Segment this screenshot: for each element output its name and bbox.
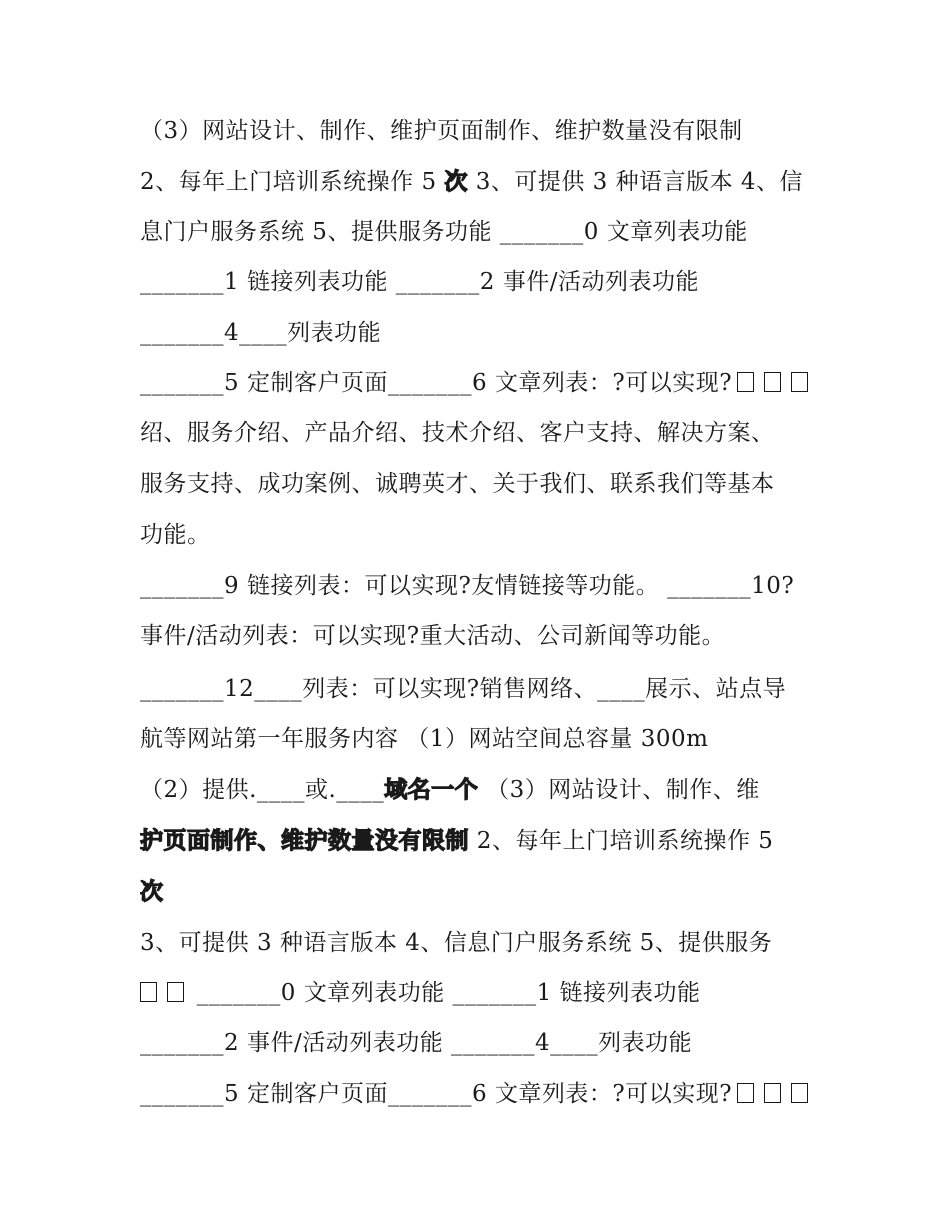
text-line-5 xyxy=(140,318,830,348)
text-line-3 xyxy=(140,217,830,247)
text-line-19 xyxy=(140,1028,830,1058)
text-line-10 xyxy=(140,571,830,601)
missing-glyph-box xyxy=(791,1083,808,1103)
line-text: _______9 链接列表：可以实现?友情链接等功能。 _______10? xyxy=(140,573,795,599)
line-text: 3、可提供 3 种语言版本 4、信 xyxy=(467,169,804,195)
text-line-12 xyxy=(140,674,830,704)
line-text: 绍、服务介绍、产品介绍、技术介绍、客户支持、解决方案、 xyxy=(140,420,775,446)
line-text: _______0 文章列表功能 _______1 链接列表功能 xyxy=(189,980,701,1006)
line-text: 事件/活动列表：可以实现?重大活动、公司新闻等功能。 xyxy=(140,623,726,649)
line-text: _______5 定制客户页面_______6 文章列表：?可以实现? xyxy=(140,1081,733,1107)
line-text: 2、每年上门培训系统操作 5 xyxy=(140,169,445,195)
line-text: _______5 定制客户页面_______6 文章列表：?可以实现? xyxy=(140,370,733,396)
line-text: （2）提供.____或.____ xyxy=(140,777,385,803)
missing-glyph-box xyxy=(764,372,781,392)
outlined-text: 护页面制作、维护数量没有限制 xyxy=(140,827,469,854)
missing-glyph-box xyxy=(764,1083,781,1103)
line-text: 服务支持、成功案例、诚聘英才、关于我们、联系我们等基本 xyxy=(140,471,775,497)
missing-glyph-box xyxy=(737,1083,754,1103)
missing-glyph-box xyxy=(140,982,157,1002)
text-line-11 xyxy=(140,621,830,651)
text-line-17 xyxy=(140,928,830,958)
outlined-text: 域名一个 xyxy=(384,776,479,803)
line-text: 航等网站第一年服务内容 （1）网站空间总容量 300m xyxy=(140,726,709,752)
line-text: _______4____列表功能 xyxy=(140,320,382,346)
line-text: _______1 链接列表功能 _______2 事件/活动列表功能 xyxy=(140,269,699,295)
outlined-text: 次 xyxy=(444,168,468,195)
text-line-15 xyxy=(140,826,830,856)
text-line-18 xyxy=(140,978,830,1008)
line-text: （3）网站设计、制作、维护页面制作、维护数量没有限制 xyxy=(140,118,743,144)
text-line-13 xyxy=(140,724,830,754)
outlined-text: 次 xyxy=(140,878,164,905)
text-line-20 xyxy=(140,1079,830,1109)
line-text: _______2 事件/活动列表功能 _______4____列表功能 xyxy=(140,1030,693,1056)
text-line-2 xyxy=(140,167,830,197)
text-line-16 xyxy=(140,877,830,907)
line-text: 2、每年上门培训系统操作 5 xyxy=(469,828,774,854)
line-text: _______12____列表：可以实现?销售网络、____展示、站点导 xyxy=(140,676,787,702)
line-text: 功能。 xyxy=(140,522,211,548)
missing-glyph-box xyxy=(167,982,184,1002)
text-line-4 xyxy=(140,267,830,297)
line-text: （3）网站设计、制作、维 xyxy=(478,777,760,803)
missing-glyph-box xyxy=(791,372,808,392)
line-text: 3、可提供 3 种语言版本 4、信息门户服务系统 5、提供服务 xyxy=(140,930,773,956)
text-line-7 xyxy=(140,418,830,448)
text-line-6 xyxy=(140,368,830,398)
text-line-14 xyxy=(140,775,830,805)
text-line-9 xyxy=(140,520,830,550)
text-line-1 xyxy=(140,116,830,146)
text-line-8 xyxy=(140,469,830,499)
missing-glyph-box xyxy=(737,372,754,392)
line-text: 息门户服务系统 5、提供服务功能 _______0 文章列表功能 xyxy=(140,219,748,245)
